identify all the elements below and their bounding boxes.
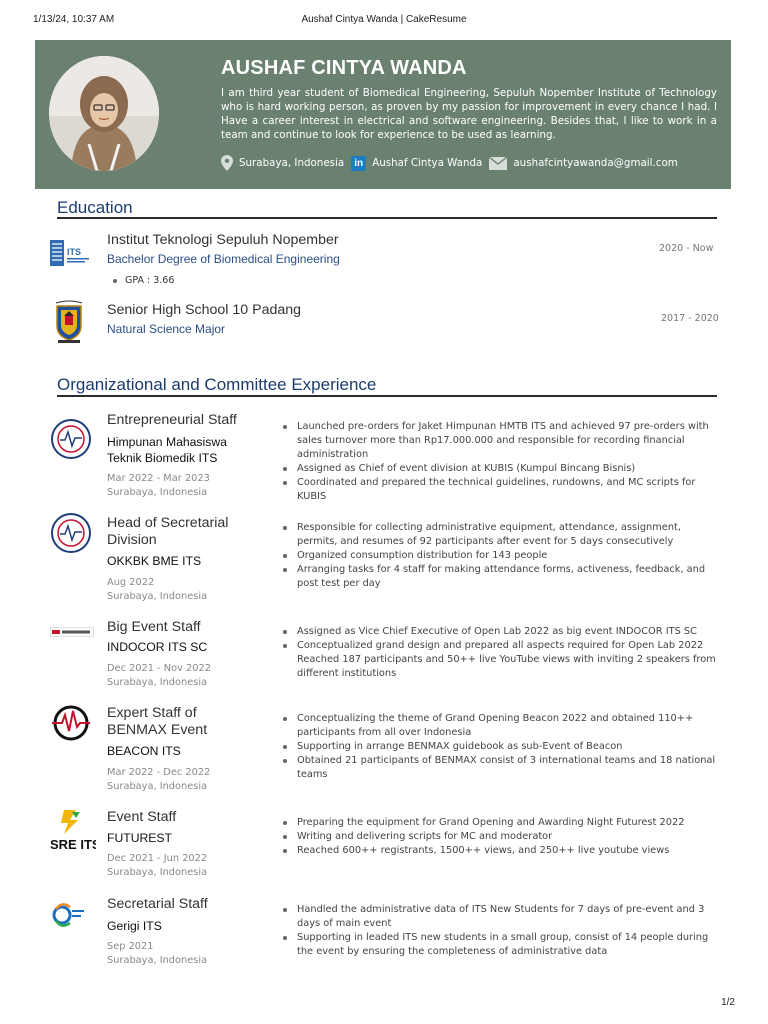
- experience-bullets: [281, 903, 721, 959]
- contact-email[interactable]: [489, 157, 677, 170]
- its-logo: [50, 240, 92, 270]
- experience-period: Mar 2022 - Dec 2022: [107, 767, 211, 778]
- education-school: Institut Teknologi Sepuluh Nopember: [107, 232, 339, 248]
- bullet-item: Coordinated and prepared the technical guidelines, rundowns, and MC scripts for KUBIS: [281, 476, 721, 504]
- bullet-item: Conceptualizing the theme of Grand Opening Beacon 2022 and obtained 110++ participants from all over Indonesia: [281, 712, 721, 740]
- sre-its-logo: [50, 808, 96, 856]
- experience-location: Surabaya, Indonesia: [107, 677, 208, 688]
- experience-role: Head of Secretarial Division: [107, 515, 229, 548]
- hmtb-logo: [50, 418, 92, 464]
- bullet-item: Arranging tasks for 4 staff for making attendance forms, activeness, feedback, and post test per day: [281, 563, 721, 591]
- indocor-logo: [50, 622, 94, 641]
- sma-10-padang-logo: [52, 300, 86, 348]
- education-school: Senior High School 10 Padang: [107, 302, 302, 318]
- print-header: [0, 14, 768, 30]
- experience-period: Aug 2022: [107, 577, 155, 588]
- experience-location: Surabaya, Indonesia: [107, 487, 208, 498]
- education-degree: Bachelor Degree of Biomedical Engineering: [107, 252, 340, 266]
- bullet-item: Obtained 21 participants of BENMAX consist of 3 international teams and 18 national teams: [281, 754, 721, 782]
- experience-divider: [57, 395, 717, 397]
- linkedin-icon: in: [351, 156, 366, 171]
- mail-icon: [489, 157, 507, 170]
- experience-role: Entrepreneurial Staff: [107, 412, 237, 428]
- experience-location: Surabaya, Indonesia: [107, 867, 208, 878]
- bullet-item: Assigned as Chief of event division at KUBIS (Kumpul Bincang Bisnis): [281, 462, 721, 476]
- experience-org: Himpunan Mahasiswa Teknik Biomedik ITS: [107, 435, 227, 465]
- experience-role: Expert Staff of BENMAX Event: [107, 705, 208, 738]
- bullet-item: Reached 600++ registrants, 1500++ views, and 250++ live youtube views: [281, 844, 721, 858]
- experience-org: OKKBK BME ITS: [107, 554, 202, 568]
- bullet-item: Launched pre-orders for Jaket Himpunan HMTB ITS and achieved 97 pre-orders with sales turnover more than Rp17.000.000 and responsible for recording financial administration: [281, 420, 721, 462]
- experience-bullets: [281, 816, 721, 858]
- email-link[interactable]: aushafcintyawanda@gmail.com: [513, 157, 678, 169]
- experience-role: Big Event Staff: [107, 619, 201, 635]
- bullet-item: Organized consumption distribution for 143 people: [281, 549, 721, 563]
- education-gpa: [113, 275, 174, 286]
- experience-bullets: [281, 712, 721, 782]
- experience-org: BEACON ITS: [107, 744, 181, 758]
- contact-location: [221, 155, 344, 171]
- gerigi-logo: [50, 897, 90, 937]
- profile-name: AUSHAF CINTYA WANDA: [221, 57, 467, 79]
- experience-meta: [107, 852, 207, 880]
- education-degree: Natural Science Major: [107, 322, 226, 336]
- experience-meta: [107, 576, 207, 604]
- location-text: Surabaya, Indonesia: [239, 157, 345, 169]
- experience-org: INDOCOR ITS SC: [107, 640, 208, 654]
- experience-period: Dec 2021 - Nov 2022: [107, 663, 211, 674]
- its-logo-text: ITS: [67, 247, 82, 257]
- beacon-logo: [50, 703, 92, 747]
- contact-linkedin[interactable]: [351, 156, 482, 171]
- education-divider: [57, 217, 717, 219]
- bullet-item: Assigned as Vice Chief Executive of Open Lab 2022 as big event INDOCOR ITS SC: [281, 625, 721, 639]
- experience-bullets: [281, 521, 721, 591]
- profile-about: I am third year student of Biomedical Engineering, Sepuluh Nopember Institute of Technology who is hard working person, as proven by my passion for improvement in every chance I had. I Have a career interest in electrical and software engineering. Besides that, I like to work in a team and continue to look for experience to be used as learning.: [221, 87, 717, 141]
- okkbk-logo: [50, 512, 92, 558]
- experience-meta: [107, 766, 210, 794]
- print-title: Aushaf Cintya Wanda | CakeResume: [301, 14, 467, 25]
- experience-meta: [107, 472, 210, 500]
- bullet-item: Handled the administrative data of ITS New Students for 7 days of pre-event and 3 days of main event: [281, 903, 721, 931]
- experience-org: Gerigi ITS: [107, 919, 162, 933]
- experience-org: FUTUREST: [107, 831, 172, 845]
- bullet-item: Responsible for collecting administrative equipment, attendance, assignment, permits, and resumes of 92 participants after event for 5 days consecutively: [281, 521, 721, 549]
- print-datetime: 1/13/24, 10:37 AM: [33, 14, 115, 25]
- experience-location: Surabaya, Indonesia: [107, 591, 208, 602]
- experience-meta: [107, 662, 211, 690]
- gpa-text: GPA : 3.66: [125, 275, 175, 286]
- experience-role: Secretarial Staff: [107, 896, 208, 912]
- experience-location: Surabaya, Indonesia: [107, 955, 208, 966]
- contact-row: [221, 153, 685, 173]
- education-period: 2017 - 2020: [661, 313, 719, 324]
- experience-bullets: [281, 625, 721, 681]
- experience-location: Surabaya, Indonesia: [107, 781, 208, 792]
- experience-period: Dec 2021 - Jun 2022: [107, 853, 208, 864]
- experience-period: Sep 2021: [107, 941, 154, 952]
- bullet-item: Preparing the equipment for Grand Opening and Awarding Night Futurest 2022: [281, 816, 721, 830]
- profile-photo: [49, 56, 159, 171]
- bullet-item: Writing and delivering scripts for MC and moderator: [281, 830, 721, 844]
- print-page-number: 1/2: [721, 997, 735, 1008]
- experience-period: Mar 2022 - Mar 2023: [107, 473, 210, 484]
- experience-meta: [107, 940, 207, 968]
- bullet-item: Conceptualized grand design and prepared all aspects required for Open Lab 2022 Reached 187 participants and 50++ live YouTube views with inviting 2 speakers from different institutions: [281, 639, 721, 681]
- bullet-item: Supporting in arrange BENMAX guidebook as sub-Event of Beacon: [281, 740, 721, 754]
- location-pin-icon: [221, 155, 233, 171]
- experience-role: Event Staff: [107, 809, 177, 825]
- bullet-item: Supporting in leaded ITS new students in a small group, consist of 14 people during the event by ensuring the completeness of administrative data: [281, 931, 721, 959]
- experience-title: Organizational and Committee Experience: [57, 375, 377, 394]
- linkedin-link[interactable]: Aushaf Cintya Wanda: [372, 157, 483, 169]
- sre-logo-text: SRE ITS: [50, 837, 96, 852]
- profile-banner: [35, 40, 731, 189]
- education-period: 2020 - Now: [659, 243, 714, 254]
- experience-bullets: [281, 420, 721, 504]
- education-title: Education: [57, 198, 133, 217]
